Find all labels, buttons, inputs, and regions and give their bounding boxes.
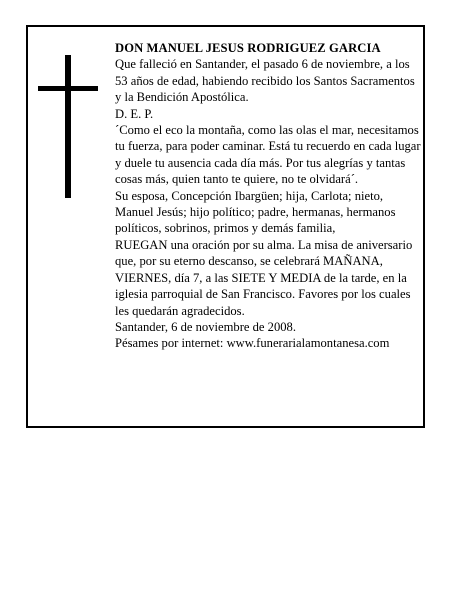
deceased-name: DON MANUEL JESUS RODRIGUEZ GARCIA	[115, 41, 381, 55]
memorial-verse: ´Como el eco la montaña, como las olas el mar, necesitamos tu fuerza, para poder caminar. Está tu recuerdo en cada lugar y duele tu ausencia cada día más. Por tus alegrías y tantas cosas más, quien tanto te quiere, no te olvidará´.	[115, 123, 421, 187]
place-date: Santander, 6 de noviembre de 2008.	[115, 319, 297, 334]
condolences-website: Pésames por internet: www.funerarialamontanesa.com	[115, 336, 390, 351]
notice-text	[115, 40, 421, 352]
cross-icon	[38, 55, 98, 198]
family-list: Su esposa, Concepción Ibargüen; hija, Carlota; nieto, Manuel Jesús; hijo político; padre, hermanas, hermanos políticos, sobrinos, primos y demás familia,	[115, 188, 396, 236]
cross-horizontal-bar	[38, 86, 98, 91]
cross-vertical-bar	[65, 55, 71, 198]
dep-line: D. E. P.	[115, 106, 154, 121]
death-announcement: Que falleció en Santander, el pasado 6 de noviembre, a los 53 años de edad, habiendo recibido los Santos Sacramentos y la Bendición Apostólica.	[115, 57, 415, 105]
obituary-notice	[26, 25, 425, 428]
mass-details: RUEGAN una oración por su alma. La misa de aniversario que, por su eterno descanso, se celebrará MAÑANA, VIERNES, día 7, a las SIETE Y MEDIA de la tarde, en la iglesia parroquial de San Francisco. Favores por los cuales les quedarán agradecidos.	[115, 237, 413, 318]
